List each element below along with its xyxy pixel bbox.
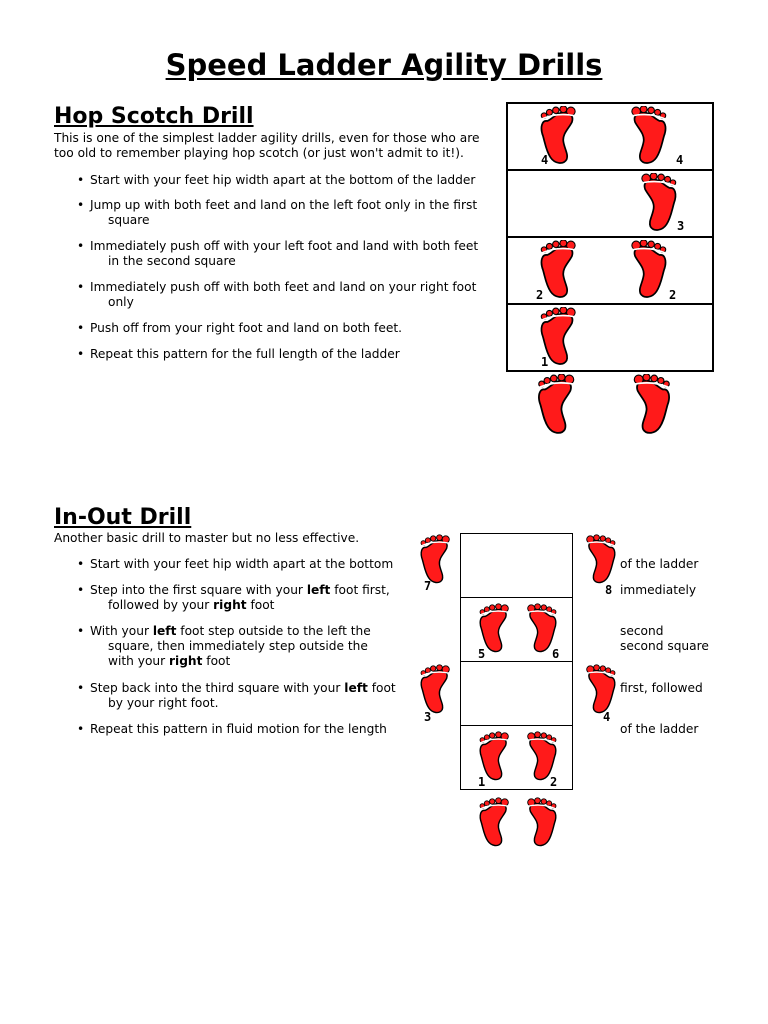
- left-footprint-icon: [537, 240, 579, 300]
- in-out-step-1: • Start with your feet hip width apart at the bottom: [54, 557, 479, 572]
- hop-scotch-intro: [54, 131, 479, 161]
- ladder-rung: [460, 597, 573, 598]
- step-number-label: 7: [424, 579, 432, 593]
- in-out-step-2: • Step into the first square with your left foot first, followed by your right foot: [54, 583, 479, 613]
- right-footprint-icon: [628, 240, 670, 300]
- hop-step-4: • Immediately push off with both feet and land on your right foot only: [54, 280, 559, 310]
- ladder-rung: [506, 169, 714, 171]
- right-footprint-icon: [628, 374, 676, 436]
- step-number-label: 2: [536, 288, 544, 302]
- in-out-step-3-continued-b: second square: [620, 639, 709, 653]
- hop-scotch-heading: Hop Scotch Drill: [54, 104, 254, 129]
- ladder-rung: [506, 303, 714, 305]
- left-footprint-icon: [532, 374, 580, 436]
- step-number-label: 4: [603, 710, 611, 724]
- in-out-step-3: • With your left foot step outside to the left the square, then immediately step outside the with your right foot: [54, 624, 479, 669]
- right-footprint-icon: [584, 531, 618, 589]
- ladder-rung: [460, 725, 573, 726]
- ladder-rung: [460, 661, 573, 662]
- ladder-rung: [506, 236, 714, 238]
- in-out-intro: Another basic drill to master but no less effective.: [54, 531, 360, 545]
- right-footprint-icon: [525, 794, 559, 852]
- in-out-step-3-continued-a: second: [620, 624, 664, 638]
- step-number-label: 3: [424, 710, 432, 724]
- step-number-label: 5: [478, 647, 486, 661]
- hop-step-1: • Start with your feet hip width apart at the bottom of the ladder: [54, 173, 559, 188]
- in-out-step-5: • Repeat this pattern in fluid motion for the length: [54, 722, 479, 737]
- right-footprint-icon: [638, 173, 680, 233]
- step-number-label: 4: [541, 153, 549, 167]
- hop-intro-line-1: This is one of the simplest ladder agility drills, even for those who are: [54, 131, 480, 145]
- right-footprint-icon: [628, 106, 670, 166]
- step-number-label: 4: [676, 153, 684, 167]
- hop-step-3: • Immediately push off with your left foot and land with both feet in the second square: [54, 239, 559, 269]
- hop-intro-line-2: too old to remember playing hop scotch (or just won't admit to it!).: [54, 146, 464, 160]
- step-number-label: 3: [677, 219, 685, 233]
- in-out-step-4: • Step back into the third square with your left foot by your right foot.: [54, 681, 479, 711]
- page-title: Speed Ladder Agility Drills: [165, 48, 603, 82]
- step-number-label: 1: [541, 355, 549, 369]
- right-footprint-icon: [584, 661, 618, 719]
- step-number-label: 8: [605, 583, 613, 597]
- left-footprint-icon: [477, 794, 511, 852]
- hop-step-2: • Jump up with both feet and land on the left foot only in the first square: [54, 198, 559, 228]
- step-number-label: 2: [550, 775, 558, 789]
- hop-step-5: • Push off from your right foot and land on both feet.: [54, 321, 559, 336]
- hop-step-6: • Repeat this pattern for the full length of the ladder: [54, 347, 559, 362]
- in-out-step-1-continued: of the ladder: [620, 557, 699, 571]
- step-number-label: 2: [669, 288, 677, 302]
- step-number-label: 1: [478, 775, 486, 789]
- in-out-step-4-continued: first, followed: [620, 681, 703, 695]
- step-number-label: 6: [552, 647, 560, 661]
- in-out-step-2-continued: immediately: [620, 583, 697, 597]
- in-out-step-5-continued: of the ladder: [620, 722, 699, 736]
- in-out-heading: In-Out Drill: [54, 505, 192, 530]
